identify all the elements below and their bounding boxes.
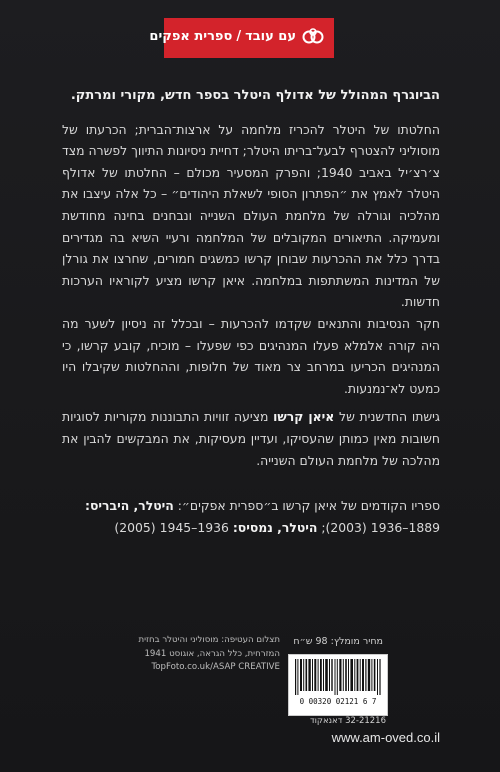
credit-line-1: תצלום העטיפה: מוסוליני והיטלר בחזית: [138, 635, 280, 645]
catalog-number: 32-21216 דאנאקוד: [309, 716, 386, 726]
barcode-number: 0 00320 02121 6 7: [299, 697, 377, 706]
publisher-website[interactable]: www.am-oved.co.il: [331, 730, 440, 745]
previous-books: [62, 495, 440, 538]
previous-books-intro: ספריו הקודמים של איאן קרשו ב״ספרית אפקים״:: [173, 498, 440, 513]
book2-title: היטלר, נמסיס:: [232, 519, 318, 535]
recommended-price: מחיר מומלץ: 98 ש״ח: [293, 636, 383, 647]
publisher-series: ספרית אפקים: [149, 29, 233, 44]
blurb-paragraph-3: [62, 406, 440, 471]
blurb-paragraph-1: החלטתו של היטלר להכריז מלחמה על ארצות־הברית; הכרעתו של מוסוליני להצטרף לבעל־בריתו היטלר; דחיית ניסיונות התיווך לפשרה מצד צ׳רצ׳יל באביב 1940; והפרק המסעיר מכולם – החלטתו של אדולף היטלר לאמץ את ״הפתרון הסופי לשאלת היהודים״ – כל אלה עיצבו את מהלכיה וגורלה של מלחמת העולם השנייה ונבחנים בחינה מחודשת ומעמיקה. התיאורים המקובלים של המלחמה ורעיי השיא בה מגדירים בדרך כלל את ההכרעות שבוחן קרשו כמשגים חמורים, שחרצו את גורלן של המדינות המשתתפות במלחמה. איאן קרשו מציע לקוראיו הערכות חדשות.: [62, 121, 440, 310]
blurb-p3-end: מציעה זוויות התבוננות מקוריות לסוגיות חשובות מאין כמותן שהעסיקו, ועדיין מעסיקות, את המבקשים להבין את מהלכה של מלחמת העולם השנייה.: [62, 409, 440, 468]
credit-line-3: TopFoto.co.uk/ASAP CREATIVE: [151, 662, 280, 672]
am-oved-logo-icon: [302, 26, 324, 48]
book1-title: היטלר, היבריס:: [85, 498, 174, 513]
barcode-bars: [295, 659, 381, 695]
publisher-badge: [149, 18, 334, 58]
barcode: [288, 654, 388, 716]
blurb-paragraph-2: חקר הנסיבות והתנאים שקדמו להכרעות – ובכלל זה ניסיון לשער מה היה קורה אלמלא פעלו המנהיגים כפי שפעלו – מוכיח, קובע קרשו, כי המנהיגים הכריעו במרחב צר מאוד של חלופות, וההחלטות שקיבלו היו כמעט לא־נמנעות.: [62, 315, 440, 396]
author-name: איאן קרשו: [273, 409, 335, 425]
blurb-headline: הביוגרף המהולל של אדולף היטלר בספר חדש, מקורי ומרתק.: [70, 88, 440, 103]
blurb-p3-start: גישתו החדשנית של: [334, 409, 441, 425]
book2-years: 1936–1945 (2005): [114, 519, 233, 535]
photo-credit: [130, 634, 280, 675]
publisher-brand: עם עובד: [245, 29, 296, 44]
blurb: [62, 85, 440, 471]
publisher-name: [149, 29, 296, 44]
publisher-separator: /: [236, 29, 242, 44]
book1-years: 1889–1936 (2003);: [317, 519, 440, 535]
credit-line-2: המזרחית, כלל הגראה, אוגוסט 1941: [144, 648, 280, 659]
